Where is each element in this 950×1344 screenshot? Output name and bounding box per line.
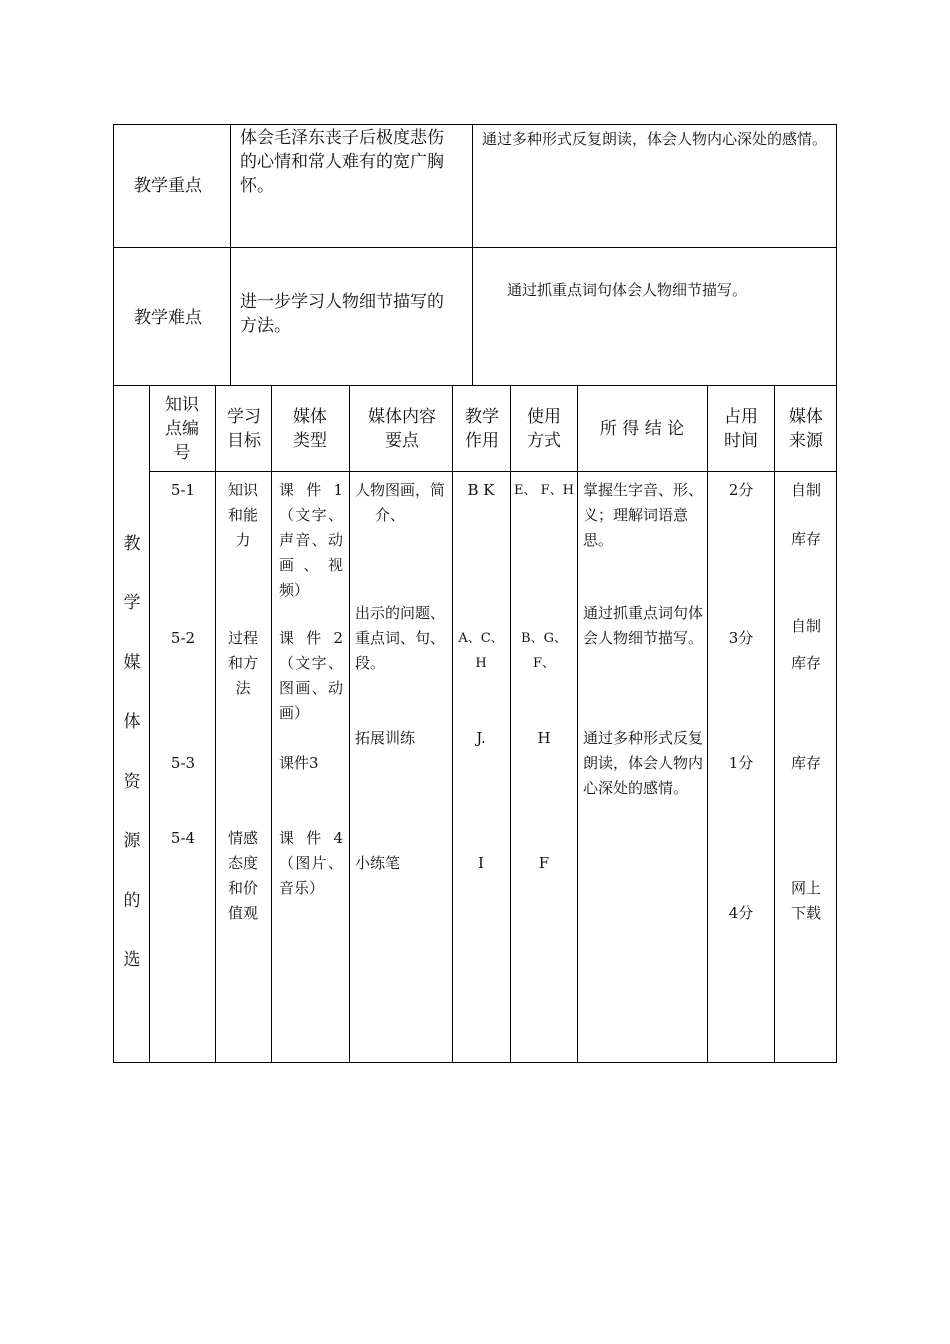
role-cell: J. bbox=[476, 729, 486, 747]
usage-cell: F bbox=[538, 854, 550, 872]
objective-cell: 知识和能力 bbox=[227, 481, 258, 549]
media-section-char: 资 bbox=[123, 772, 141, 792]
media-col-divider bbox=[510, 385, 511, 1063]
conclusion-cell: 通过多种形式反复朗读，体会人物内心深处的感情。 bbox=[583, 729, 704, 797]
time-cell: 2分 bbox=[728, 481, 754, 499]
table-border-top bbox=[113, 124, 837, 125]
table-border-left bbox=[113, 124, 114, 1063]
header-content: 媒体内容要点 bbox=[368, 407, 436, 451]
header-source: 媒体来源 bbox=[789, 407, 823, 451]
id-cell: 5-2 bbox=[170, 629, 196, 647]
row-divider-1 bbox=[113, 247, 837, 248]
table-border-right bbox=[836, 124, 837, 1063]
header-id: 知识点编号 bbox=[165, 395, 199, 463]
source-cell: 库存 bbox=[790, 654, 821, 672]
media-col-divider bbox=[349, 385, 350, 1063]
header-type: 媒体类型 bbox=[293, 407, 327, 451]
media-col-divider bbox=[149, 385, 150, 1063]
usage-cell: H bbox=[537, 729, 551, 747]
media-section-char: 媒 bbox=[123, 653, 141, 673]
time-cell: 4分 bbox=[728, 904, 754, 922]
top-col-divider-2 bbox=[472, 124, 473, 386]
header-usage: 使用方式 bbox=[527, 407, 561, 451]
media-col-divider bbox=[215, 385, 216, 1063]
conclusion-cell: 通过抓重点词句体会人物细节描写。 bbox=[583, 604, 704, 647]
media-section-char: 体 bbox=[123, 712, 141, 732]
media-col-divider bbox=[271, 385, 272, 1063]
source-cell: 库存 bbox=[790, 754, 821, 772]
top-col-divider-1 bbox=[230, 124, 231, 386]
media-col-divider bbox=[577, 385, 578, 1063]
role-cell: A、C、H bbox=[458, 631, 504, 671]
header-role: 教学作用 bbox=[465, 407, 499, 451]
usage-cell: E、 F、H bbox=[514, 483, 574, 498]
media-section-char: 源 bbox=[123, 831, 141, 851]
type-cell: 课 件 1（文字、声音、动画 、 视频） bbox=[279, 481, 343, 599]
difficulty-method: 通过抓重点词句体会人物细节描写。 bbox=[507, 281, 748, 299]
id-cell: 5-4 bbox=[170, 829, 196, 847]
header-objective: 学习目标 bbox=[227, 407, 261, 451]
focus-method: 通过多种形式反复朗读，体会人物内心深处的感情。 bbox=[482, 130, 828, 148]
media-section-char: 学 bbox=[123, 593, 141, 613]
source-cell: 自制 bbox=[790, 481, 821, 499]
objective-cell: 过程和方法 bbox=[227, 629, 258, 697]
content-cell: 人物图画，简介、 bbox=[355, 481, 446, 524]
focus-goal: 体会毛泽东丧子后极度悲伤的心情和常人难有的宽广胸怀。 bbox=[240, 128, 444, 196]
source-cell: 自制 bbox=[790, 617, 821, 635]
table-border-bottom bbox=[113, 1062, 837, 1063]
row-divider-2 bbox=[113, 385, 837, 386]
media-col-divider bbox=[707, 385, 708, 1063]
header-time: 占用时间 bbox=[724, 407, 758, 451]
conclusion-cell: 掌握生字音、形、义；理解词语意思。 bbox=[583, 481, 704, 549]
media-section-char: 的 bbox=[123, 891, 141, 911]
usage-cell: B、G、F、 bbox=[521, 631, 567, 671]
difficulty-goal: 进一步学习人物细节描写的方法。 bbox=[240, 292, 444, 336]
media-col-divider bbox=[452, 385, 453, 1063]
objective-cell: 情感态度和价值观 bbox=[227, 829, 258, 922]
focus-label: 教学重点 bbox=[134, 176, 202, 196]
time-cell: 1分 bbox=[728, 754, 754, 772]
media-section-char: 教 bbox=[123, 534, 141, 554]
content-cell: 拓展训练 bbox=[355, 729, 416, 747]
media-col-divider bbox=[774, 385, 775, 1063]
source-cell: 库存 bbox=[790, 530, 821, 548]
header-divider bbox=[149, 471, 837, 472]
content-cell: 出示的问题、重点词、句、段。 bbox=[355, 604, 446, 672]
id-cell: 5-3 bbox=[170, 754, 196, 772]
source-cell: 网上下载 bbox=[790, 879, 821, 922]
id-cell: 5-1 bbox=[170, 481, 196, 499]
type-cell: 课 件 2（文字、图画、动画） bbox=[279, 629, 343, 722]
difficulty-label: 教学难点 bbox=[134, 308, 202, 328]
type-cell: 课件3 bbox=[279, 754, 319, 772]
media-section-char: 选 bbox=[123, 950, 141, 970]
time-cell: 3分 bbox=[728, 629, 754, 647]
content-cell: 小练笔 bbox=[355, 854, 401, 872]
header-conclusion: 所 得 结 论 bbox=[599, 419, 685, 439]
type-cell: 课 件 4（图片、音乐） bbox=[279, 829, 343, 897]
role-cell: B K bbox=[467, 481, 495, 499]
role-cell: I bbox=[478, 854, 484, 872]
